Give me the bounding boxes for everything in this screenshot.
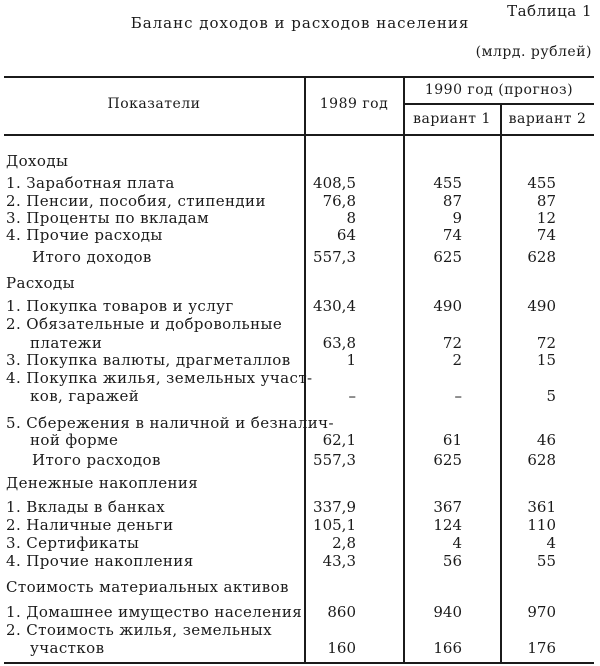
value-variant-2: 72 — [536, 334, 556, 352]
table-top-rule — [4, 76, 594, 78]
table-row — [0, 192, 600, 210]
value-variant-2: 176 — [527, 639, 556, 657]
table-row — [0, 297, 600, 315]
table-row — [0, 414, 600, 449]
row-label-continuation: ков, гаражей — [30, 387, 140, 405]
value-1989: 63,8 — [322, 334, 356, 352]
value-1989: 2,8 — [332, 534, 356, 552]
value-1989: 76,8 — [322, 192, 356, 210]
value-variant-1: 455 — [433, 174, 462, 192]
row-label: 2. Пенсии, пособия, стипендии — [6, 192, 266, 210]
row-label: 2. Стоимость жилья, земельных — [6, 621, 272, 639]
table-row — [0, 552, 600, 570]
table-row — [0, 534, 600, 552]
value-variant-2: 455 — [527, 174, 556, 192]
value-variant-1: 166 — [433, 639, 462, 657]
row-label: 1. Заработная плата — [6, 174, 175, 192]
header-inner-rule — [403, 103, 594, 105]
value-variant-1: 367 — [433, 498, 462, 516]
row-label: 5. Сбережения в наличной и безналич- — [6, 414, 334, 432]
value-variant-1: 2 — [452, 351, 462, 369]
value-1989: 105,1 — [313, 516, 356, 534]
row-label: 4. Прочие расходы — [6, 226, 163, 244]
section-title-savings: Денежные накопления — [6, 474, 199, 492]
value-variant-2: 87 — [536, 192, 556, 210]
value-variant-1: 9 — [452, 209, 462, 227]
column-header-variant-2: вариант 2 — [508, 111, 587, 127]
row-label-continuation: платежи — [30, 334, 103, 352]
value-1989: 408,5 — [313, 174, 356, 192]
value-1989: 557,3 — [313, 248, 356, 266]
value-1989: 557,3 — [313, 451, 356, 469]
value-variant-1: 490 — [433, 297, 462, 315]
value-variant-2: 5 — [546, 387, 556, 405]
table-row — [0, 603, 600, 621]
value-variant-2: 15 — [536, 351, 556, 369]
row-label: Итого доходов — [32, 248, 152, 266]
section-title-expenses: Расходы — [6, 274, 75, 292]
value-variant-1: 72 — [442, 334, 462, 352]
value-variant-2: 628 — [527, 451, 556, 469]
row-label: 4. Покупка жилья, земельных участ- — [6, 369, 313, 387]
value-1989: 1 — [346, 351, 356, 369]
value-1989: 160 — [327, 639, 356, 657]
table-row-total — [0, 248, 600, 266]
value-1989: 43,3 — [322, 552, 356, 570]
column-header-indicator: Показатели — [107, 96, 201, 112]
table-row — [0, 315, 600, 352]
row-label: 3. Покупка валюты, драгметаллов — [6, 351, 291, 369]
section-title-assets: Стоимость материальных активов — [6, 578, 289, 596]
table-number: Таблица 1 — [507, 2, 592, 20]
value-variant-1: 56 — [442, 552, 462, 570]
value-variant-2: 110 — [527, 516, 556, 534]
value-variant-2: 12 — [536, 209, 556, 227]
table-row — [0, 369, 600, 405]
row-label: 2. Обязательные и добровольные — [6, 315, 283, 333]
row-label-continuation: участков — [30, 639, 105, 657]
value-1989: 860 — [327, 603, 356, 621]
value-variant-2: 970 — [527, 603, 556, 621]
row-label: 1. Покупка товаров и услуг — [6, 297, 234, 315]
table-row — [0, 621, 600, 657]
column-header-1989: 1989 год — [319, 96, 389, 112]
section-title-income: Доходы — [6, 152, 69, 170]
row-label: Итого расходов — [32, 451, 161, 469]
table-row — [0, 351, 600, 369]
row-label: 4. Прочие накопления — [6, 552, 194, 570]
value-1989: – — [348, 387, 356, 405]
value-1989: 337,9 — [313, 498, 356, 516]
value-variant-1: 4 — [452, 534, 462, 552]
value-variant-2: 74 — [536, 226, 556, 244]
value-1989: 62,1 — [322, 431, 356, 449]
row-label: 1. Домашнее имущество населения — [6, 603, 303, 621]
row-label-continuation: ной форме — [30, 431, 119, 449]
value-variant-1: 61 — [442, 431, 462, 449]
table-title: Баланс доходов и расходов населения — [130, 14, 470, 32]
value-variant-1: 124 — [433, 516, 462, 534]
table-row — [0, 174, 600, 192]
table-row — [0, 209, 600, 227]
value-1989: 430,4 — [313, 297, 356, 315]
column-divider-2 — [403, 77, 405, 663]
value-variant-2: 628 — [527, 248, 556, 266]
row-label: 3. Сертификаты — [6, 534, 140, 552]
table-row — [0, 498, 600, 516]
value-variant-2: 55 — [536, 552, 556, 570]
table-bottom-rule — [4, 662, 594, 664]
value-1989: 8 — [346, 209, 356, 227]
value-1989: 64 — [336, 226, 356, 244]
value-variant-1: 74 — [442, 226, 462, 244]
row-label: 1. Вклады в банках — [6, 498, 166, 516]
row-label: 3. Проценты по вкладам — [6, 209, 210, 227]
value-variant-2: 46 — [536, 431, 556, 449]
column-header-1990: 1990 год (прогноз) — [424, 82, 574, 98]
table-units: (млрд. рублей) — [475, 44, 592, 60]
value-variant-1: 940 — [433, 603, 462, 621]
table-row — [0, 226, 600, 244]
value-variant-2: 361 — [527, 498, 556, 516]
table-row — [0, 516, 600, 534]
value-variant-2: 4 — [546, 534, 556, 552]
value-variant-1: 625 — [433, 451, 462, 469]
row-label: 2. Наличные деньги — [6, 516, 174, 534]
value-variant-1: 87 — [442, 192, 462, 210]
column-header-variant-1: вариант 1 — [413, 111, 491, 127]
header-bottom-rule — [4, 134, 594, 136]
value-variant-2: 490 — [527, 297, 556, 315]
value-variant-1: – — [454, 387, 462, 405]
value-variant-1: 625 — [433, 248, 462, 266]
table-row-total — [0, 451, 600, 469]
